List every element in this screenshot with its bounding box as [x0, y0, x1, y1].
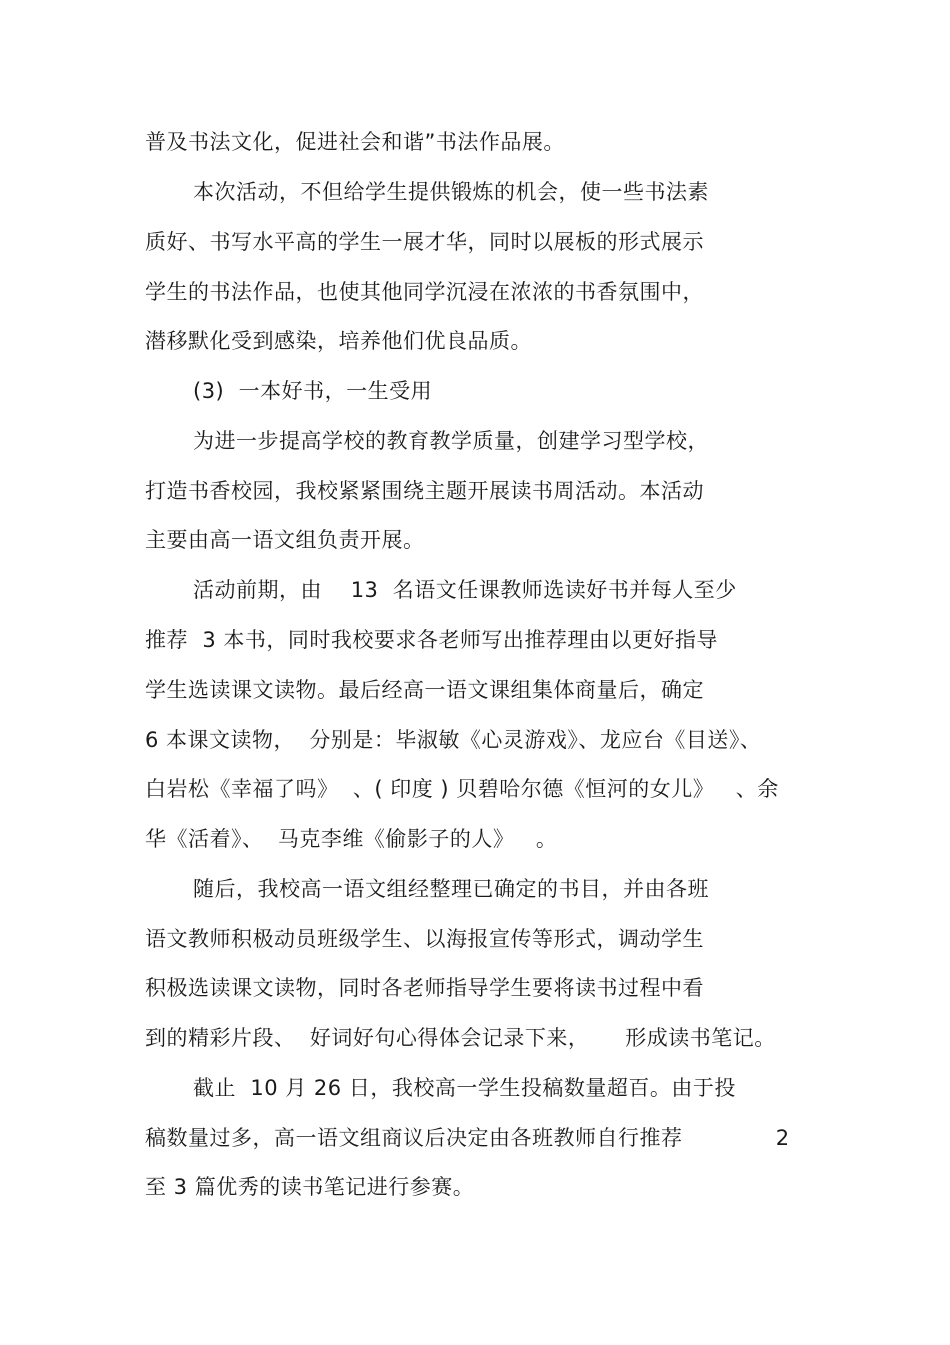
text-line: 打造书香校园，我校紧紧围绕主题开展读书周活动。本活动: [145, 479, 704, 503]
text-line: 本次活动，不但给学生提供锻炼的机会，使一些书法素: [193, 180, 709, 204]
text-line: 白岩松《幸福了吗》 、( 印度 ) 贝碧哈尔德《恒河的女儿》 、余: [145, 777, 779, 801]
text-line: 语文教师积极动员班级学生、以海报宣传等形式，调动学生: [145, 927, 704, 951]
text-line: 普及书法文化，促进社会和谐”书法作品展。: [145, 130, 565, 154]
text-line: 截止 10 月 26 日，我校高一学生投稿数量超百。由于投: [193, 1076, 736, 1100]
text-line: 随后，我校高一语文组经整理已确定的书目，并由各班: [193, 877, 709, 901]
text-line: 学生的书法作品，也使其他同学沉浸在浓浓的书香氛围中，: [145, 280, 704, 304]
text-line: 潜移默化受到感染，培养他们优良品质。: [145, 329, 532, 353]
text-line: 6 本课文读物， 分别是：毕淑敏《心灵游戏》、龙应台《目送》、: [145, 728, 762, 752]
text-line: 至 3 篇优秀的读书笔记进行参赛。: [145, 1175, 475, 1199]
text-line: 积极选读课文读物，同时各老师指导学生要将读书过程中看: [145, 976, 704, 1000]
section-heading: (3) 一本好书，一生受用: [193, 379, 433, 403]
text-line: 为进一步提高学校的教育教学质量，创建学习型学校，: [193, 429, 709, 453]
text-line: 活动前期，由 13 名语文任课教师选读好书并每人至少: [193, 578, 737, 602]
text-line: 学生选读课文读物。最后经高一语文课组集体商量后，确定: [145, 678, 704, 702]
text-line: 主要由高一语文组负责开展。: [145, 528, 425, 552]
text-line: 推荐 3 本书，同时我校要求各老师写出推荐理由以更好指导: [145, 628, 718, 652]
text-line: 到的精彩片段、 好词好句心得体会记录下来， 形成读书笔记。: [145, 1026, 776, 1050]
text-line: 稿数量过多，高一语文组商议后决定由各班教师自行推荐 2: [145, 1126, 790, 1150]
text-line: 华《活着》、 马克李维《偷影子的人》 。: [145, 827, 558, 851]
text-line: 质好、书写水平高的学生一展才华，同时以展板的形式展示: [145, 230, 704, 254]
